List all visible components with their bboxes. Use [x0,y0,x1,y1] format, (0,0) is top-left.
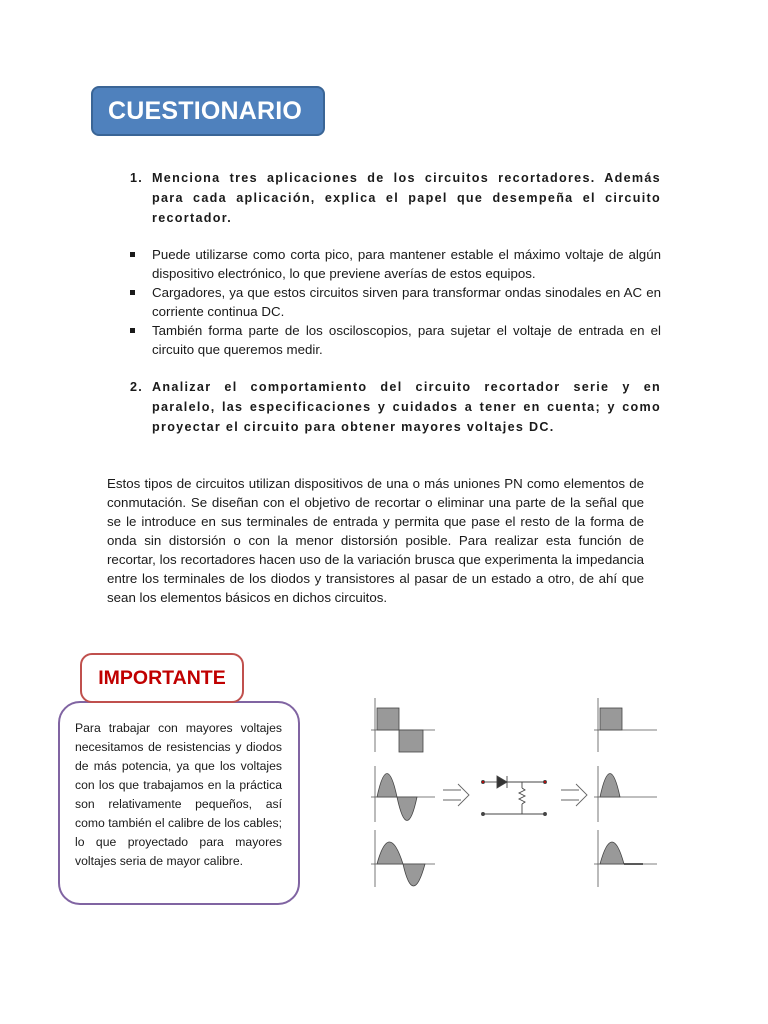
clipper-circuit-diagram [365,690,665,890]
output-waveforms [594,698,657,887]
bullet-text: Puede utilizarse como corta pico, para mantener estable el máximo voltaje de algún dispositivo electrónico, lo que previene averías de estos equipos. [152,247,661,281]
question-1-text: Menciona tres aplicaciones de los circuitos recortadores. Además para cada aplicación, explica el papel que desempeña el circuito recortador. [152,171,661,225]
series-clipper-circuit [482,776,547,816]
output-triangle-wave [594,830,657,887]
bullet-text: También forma parte de los osciloscopios, para sujetar el voltaje de entrada en el circuito que queremos medir. [152,323,661,357]
question-2 [130,377,661,437]
square-bullet-icon [130,290,135,295]
question-2-number: 2. [130,380,144,394]
important-callout-text: Para trabajar con mayores voltajes necesitamos de resistencias y diodos de más potencia, ya que los voltajes con los que trabajamos en la práctica son relativamente pequeños, así como también el calibre de los cables; lo que proyectado para mayores voltajes seria de mayor calibre. [75,721,282,868]
list-item [130,283,661,321]
list-item [130,245,661,283]
question-2-text: Analizar el comportamiento del circuito recortador serie y en paralelo, las especificaciones y cuidados a tener en cuenta; y como proyectar el circuito para obtener mayores voltajes DC. [152,380,661,434]
body-paragraph: Estos tipos de circuitos utilizan dispositivos de una o más uniones PN como elementos de conmutación. Se diseñan con el objetivo de recortar o eliminar una parte de la señal que se le introduce en sus terminales de entrada y permita que pase el resto de la forma de onda sin distorsión o con la menor distorsión posible. Para realizar esta función de recortar, los recortadores hacen uso de la variación brusca que experimenta la impedancia entre los terminales de los diodos y transistores al pasar de un estado a otro, de ahí que sean los elementos básicos en dichos circuitos. [107,476,644,605]
page-title: CUESTIONARIO [91,86,325,136]
input-sine-wave [371,766,435,822]
important-label: IMPORTANTE [80,653,244,703]
output-square-wave [594,698,657,752]
output-sine-wave [594,766,657,822]
input-square-wave [371,698,435,752]
question-1 [130,168,661,228]
square-bullet-icon [130,328,135,333]
square-bullet-icon [130,252,135,257]
arrow-icons [443,784,587,806]
question-1-number: 1. [130,171,144,185]
input-triangle-wave [371,830,435,887]
input-waveforms [371,698,435,887]
answer-list [130,245,661,359]
list-item [130,321,661,359]
bullet-text: Cargadores, ya que estos circuitos sirven para transformar ondas sinodales en AC en corriente continua DC. [152,285,661,319]
